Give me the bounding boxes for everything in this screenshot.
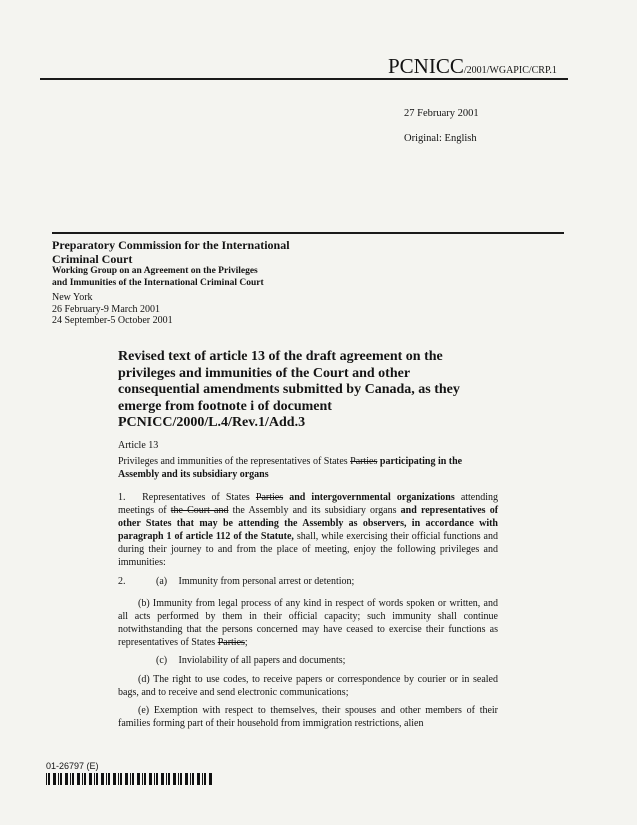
issuing-body-line: Preparatory Commission for the International	[52, 238, 290, 252]
working-group	[52, 266, 372, 289]
deleted-text: Parties	[217, 637, 245, 648]
title-line: privileges and immunities of the Court and other	[118, 365, 411, 381]
issuing-body	[52, 238, 352, 266]
working-group-line: Working Group on an Agreement on the Privileges	[52, 266, 258, 276]
working-group-line: and Immunities of the International Criminal Court	[52, 277, 264, 288]
original-language: Original: English	[404, 133, 477, 144]
deleted-text: Parties	[350, 456, 378, 467]
paragraph-2d: (d) The right to use codes, to receive papers or correspondence by courier or in sealed bags, and to receive and send electronic communications;	[118, 674, 498, 698]
inserted-text: and intergovernmental organizations	[289, 492, 455, 503]
inserted-text: and representatives of other States that may be attending the Assembly as observers, in accordance with paragraph 1 of article 112 of the Statute,	[118, 505, 499, 542]
title-line: PCNICC/2000/L.4/Rev.1/Add.3	[118, 415, 306, 430]
title-line: Revised text of article 13 of the draft agreement on the	[118, 349, 443, 364]
barcode-icon	[46, 773, 216, 785]
document-title	[118, 349, 518, 432]
header-rule	[40, 78, 568, 80]
body-rule	[52, 232, 564, 234]
paragraph-2a: 2. (a) Immunity from personal arrest or detention;	[118, 576, 355, 587]
deleted-text: the Court and	[170, 505, 229, 516]
symbol-main: PCNICC	[388, 54, 464, 78]
symbol-tail: /2001/WGAPIC/CRP.1	[463, 65, 557, 76]
title-line: emerge from footnote i of document	[118, 398, 332, 414]
session-dates: 26 February-9 March 2001	[52, 303, 161, 315]
document-date: 27 February 2001	[404, 108, 479, 119]
document-number: 01-26797 (E)	[46, 761, 99, 771]
paragraph-2b: (b) Immunity from legal process of any kind in respect of words spoken or written, and all acts performed by them in their official capacity; such immunity shall continue notwithstanding that the persons concerned may have ceased to exercise their functions as representatives of States Parties;	[118, 598, 498, 648]
session-info	[52, 292, 173, 327]
session-dates: 24 September-5 October 2001	[52, 315, 173, 326]
paragraph-2c: (c) Inviolability of all papers and documents;	[156, 655, 346, 666]
issuing-body-line: Criminal Court	[52, 252, 133, 266]
paragraph-2e: (e) Exemption with respect to themselves, their spouses and other members of their families forming part of their household from immigration restrictions, alien	[118, 705, 499, 729]
article-label: Article 13	[118, 440, 159, 451]
inserted-text: participating in the Assembly and its subsidiary organs	[118, 456, 463, 480]
title-line: consequential amendments submitted by Canada, as they	[118, 382, 460, 397]
deleted-text: Parties	[255, 492, 284, 503]
bleed-through-text	[80, 90, 550, 240]
session-place: New York	[52, 292, 93, 303]
document-symbol	[388, 54, 557, 79]
paragraph-1: 1. Representatives of States Parties and intergovernmental organizations attending meetings of the Court and the Assembly and its subsidiary organs and representatives of other States that may be attending the Assembly as observers, in accordance with paragraph 1 of article 112 of the Statute, shall, while exercising their official functions and during their journey to and from the place of meeting, enjoy the following privileges and immunities:	[118, 492, 499, 568]
article-title: Privileges and immunities of the representatives of States Parties participating in the Assembly and its subsidiary organs	[118, 456, 463, 480]
